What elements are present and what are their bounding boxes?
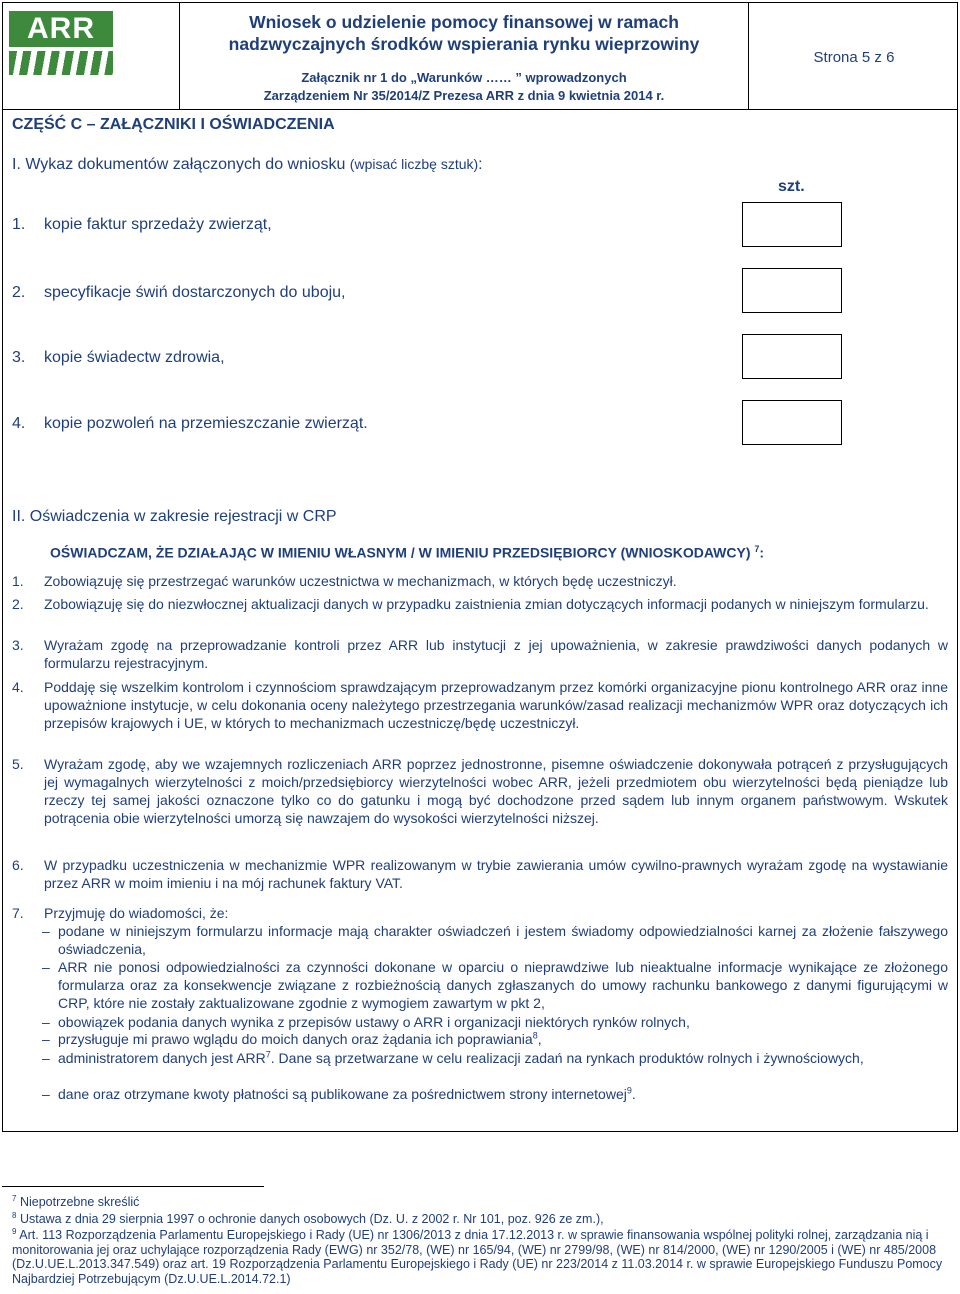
document-item-number: 2. — [12, 284, 26, 301]
dash-icon: – — [42, 1031, 50, 1047]
statement-number: 6. — [12, 857, 24, 873]
dash-icon: – — [42, 923, 50, 939]
form-title-line1: Wniosek o udzielenie pomocy finansowej w ramach — [249, 12, 679, 32]
statement-text: Wyrażam zgodę, aby we wzajemnych rozliczeniach ARR poprzez jednostronne, pisemne oświadczenie dokonywała potrąceń z przysługujących jej wymagalnych wierzytelności z moich/przedsiębiorcy wierzytelności wobec ARR, jeżeli przedmiotem obu wierzytelności będą pieniądze lub rzeczy tej samej jakości oznaczone tylko co do gatunku i mogą być dochodzone przed sądem lub innym organem państwowym. Wskutek potrącenia obie wierzytelności umorzą się nawzajem do wysokości wierzytelności niższej. — [44, 756, 948, 826]
arr-logo-stripes — [9, 51, 113, 75]
declaration-heading — [50, 544, 930, 561]
footnote — [12, 1212, 952, 1227]
document-item — [12, 415, 368, 433]
document-item-number: 1. — [12, 216, 26, 233]
bullet-text: przysługuje mi prawo wglądu do moich danych oraz żądania ich poprawiania$^8$, — [58, 1030, 542, 1047]
document-item — [12, 349, 225, 367]
unit-label: szt. — [778, 178, 805, 195]
declaration-text: OŚWIADCZAM, ŻE DZIAŁAJĄC W IMIENIU WŁASNYM / W IMIENIU PRZEDSIĘBIORCY (WNIOSKODAWCY) — [50, 544, 751, 561]
document-header — [2, 2, 958, 110]
bullet-text: dane oraz otrzymane kwoty płatności są publikowane za pośrednictwem strony internetowej$^9$. — [58, 1085, 636, 1102]
acknowledgement-bullet — [44, 1013, 948, 1031]
statement-item — [12, 636, 948, 672]
footnote-number: 8 — [12, 1210, 17, 1220]
document-item — [12, 216, 272, 234]
footnote-text: Niepotrzebne skreślić — [19, 1195, 140, 1209]
footnote-text: Ustawa z dnia 29 sierpnia 1997 o ochronie danych osobowych (Dz. U. z 2002 r. Nr 101, poz. 926 ze zm.), — [19, 1212, 604, 1226]
section-i-label: I. Wykaz dokumentów załączonych do wniosku — [12, 156, 346, 173]
footnote-ref: 7 — [265, 1049, 271, 1060]
document-item-number: 3. — [12, 349, 26, 366]
acknowledgement-bullet — [44, 922, 948, 958]
section-ii-title: II. Oświadczenia w zakresie rejestracji w CRP — [12, 508, 337, 525]
form-subtitle — [180, 69, 748, 105]
statement-item — [12, 904, 948, 922]
document-count-input[interactable] — [742, 268, 842, 313]
footnote-number: 7 — [12, 1193, 17, 1203]
document-count-input[interactable] — [742, 202, 842, 247]
footnote-separator — [2, 1186, 264, 1187]
document-item-number: 4. — [12, 415, 26, 432]
footnote-ref: 8 — [532, 1030, 538, 1041]
statement-number: 5. — [12, 756, 24, 772]
section-i-hint: (wpisać liczbę sztuk) — [349, 156, 479, 172]
arr-logo-mark: ARR — [9, 11, 113, 47]
footnote — [12, 1195, 952, 1210]
statement-item — [12, 678, 948, 732]
section-i-title — [12, 156, 483, 174]
page-number: Strona 5 z 6 — [813, 49, 895, 66]
form-subtitle-line1: Załącznik nr 1 do „Warunków …… ” wprowadzonych — [301, 70, 627, 85]
acknowledgement-bullet — [44, 1030, 948, 1048]
arr-logo — [3, 3, 180, 109]
acknowledgement-bullet — [44, 1085, 948, 1103]
statement-item — [12, 755, 948, 827]
section-i-colon: : — [478, 156, 483, 173]
document-item-label: kopie pozwoleń na przemieszczanie zwierząt. — [44, 415, 368, 432]
statement-number: 7. — [12, 905, 24, 921]
declaration-colon: : — [759, 544, 765, 561]
footnote-ref: 9 — [626, 1085, 632, 1096]
header-title-block — [180, 3, 749, 109]
declaration-footnote-ref: 7 — [754, 544, 760, 554]
dash-icon: – — [42, 1014, 50, 1030]
document-item-label: kopie świadectw zdrowia, — [44, 349, 225, 366]
statement-text: Przyjmuję do wiadomości, że: — [44, 905, 229, 921]
section-c-title: CZĘŚĆ C – ZAŁĄCZNIKI I OŚWIADCZENIA — [12, 116, 335, 133]
statement-text: Zobowiązuję się do niezwłocznej aktualizacji danych w przypadku zaistnienia zmian dotyczących informacji podanych w niniejszym formularzu. — [44, 596, 929, 612]
footnote-text: Art. 113 Rozporządzenia Parlamentu Europejskiego i Rady (UE) nr 1306/2013 z dnia 17.12.2013 r. w sprawie finansowania wspólnej polityki rolnej, zarządzania nią i monitorowania jej oraz uchylające rozporządzenia Rady (EWG) nr 352/78, (WE) nr 165/94, (WE) nr 2799/98, (WE) nr 814/2000, (WE) nr 1290/2005 i (WE) nr 485/2008 (Dz.U.UE.L.2013.347.549) oraz art. 19 Rozporządzenia Parlamentu Europejskiego i Rady (UE) nr 223/2014 z 11.03.2014 r. w sprawie Europejskiego Funduszu Pomocy Najbardziej Potrzebującym (Dz.U.UE.L.2014.72.1) — [12, 1228, 943, 1286]
acknowledgement-bullet — [44, 1049, 948, 1067]
form-subtitle-line2: Zarządzeniem Nr 35/2014/Z Prezesa ARR z dnia 9 kwietnia 2014 r. — [263, 88, 665, 103]
document-item-label: kopie faktur sprzedaży zwierząt, — [44, 216, 272, 233]
dash-icon: – — [42, 1050, 50, 1066]
bullet-text: ARR nie ponosi odpowiedzialności za czynności dokonane w oparciu o nieprawdziwe lub nieaktualne informacje wynikające ze złożonego formularza oraz za konsekwencje związane z rozbieżnością danych zgłaszanych do umowy rachunku bankowego z danymi figurującymi w CRP, które nie zostały zaktualizowane zgodnie z wymogiem zawartym w pkt 2, — [58, 959, 948, 1011]
statement-item — [12, 572, 948, 590]
statement-number: 2. — [12, 596, 24, 612]
footnote — [12, 1228, 952, 1286]
dash-icon: – — [42, 959, 50, 975]
statement-text: Zobowiązuję się przestrzegać warunków uczestnictwa w mechanizmach, w których będę uczestniczył. — [44, 573, 677, 589]
bullet-text: podane w niniejszym formularzu informacje mają charakter oświadczeń i jestem świadomy odpowiedzialności karnej za złożenie fałszywego oświadczenia, — [58, 923, 948, 957]
bullet-text: administratorem danych jest ARR$^7$. Dane są przetwarzane w celu realizacji zadań na rynkach produktów rolnych i żywnościowych, — [58, 1049, 864, 1066]
document-item — [12, 284, 346, 302]
document-count-input[interactable] — [742, 400, 842, 445]
document-count-input[interactable] — [742, 334, 842, 379]
statement-text: Poddaję się wszelkim kontrolom i czynnościom sprawdzającym przeprowadzanym przez komórki organizacyjne pionu kontrolnego ARR oraz inne upoważnione instytucje, w celu dokonania oceny należytego przestrzegania warunków/zasad realizacji mechanizmów WPR oraz dotyczących ich przepisów krajowych i UE, w których to mechanizmach uczestniczę/będę uczestniczył. — [44, 679, 948, 731]
bullet-text: obowiązek podania danych wynika z przepisów ustawy o ARR i organizacji niektórych rynków rolnych, — [58, 1014, 690, 1030]
statement-number: 1. — [12, 573, 24, 589]
statement-number: 3. — [12, 637, 24, 653]
acknowledgement-bullet — [44, 958, 948, 1012]
form-title — [180, 11, 748, 55]
footnote-number: 9 — [12, 1226, 17, 1236]
form-title-line2: nadzwyczajnych środków wspierania rynku wieprzowiny — [228, 34, 700, 54]
statement-text: W przypadku uczestniczenia w mechanizmie WPR realizowanym w trybie zawierania umów cywilno-prawnych wyrażam zgodę na wystawianie przez ARR w moim imieniu i na mój rachunek faktury VAT. — [44, 857, 948, 891]
document-item-label: specyfikacje świń dostarczonych do uboju, — [44, 284, 346, 301]
statement-item — [12, 856, 948, 892]
statement-item — [12, 595, 948, 613]
dash-icon: – — [42, 1086, 50, 1102]
statement-number: 4. — [12, 679, 24, 695]
statement-text: Wyrażam zgodę na przeprowadzanie kontroli przez ARR lub instytucji z jej upoważnienia, w zakresie prawdziwości danych podanych w formularzu rejestracyjnym. — [44, 637, 948, 671]
